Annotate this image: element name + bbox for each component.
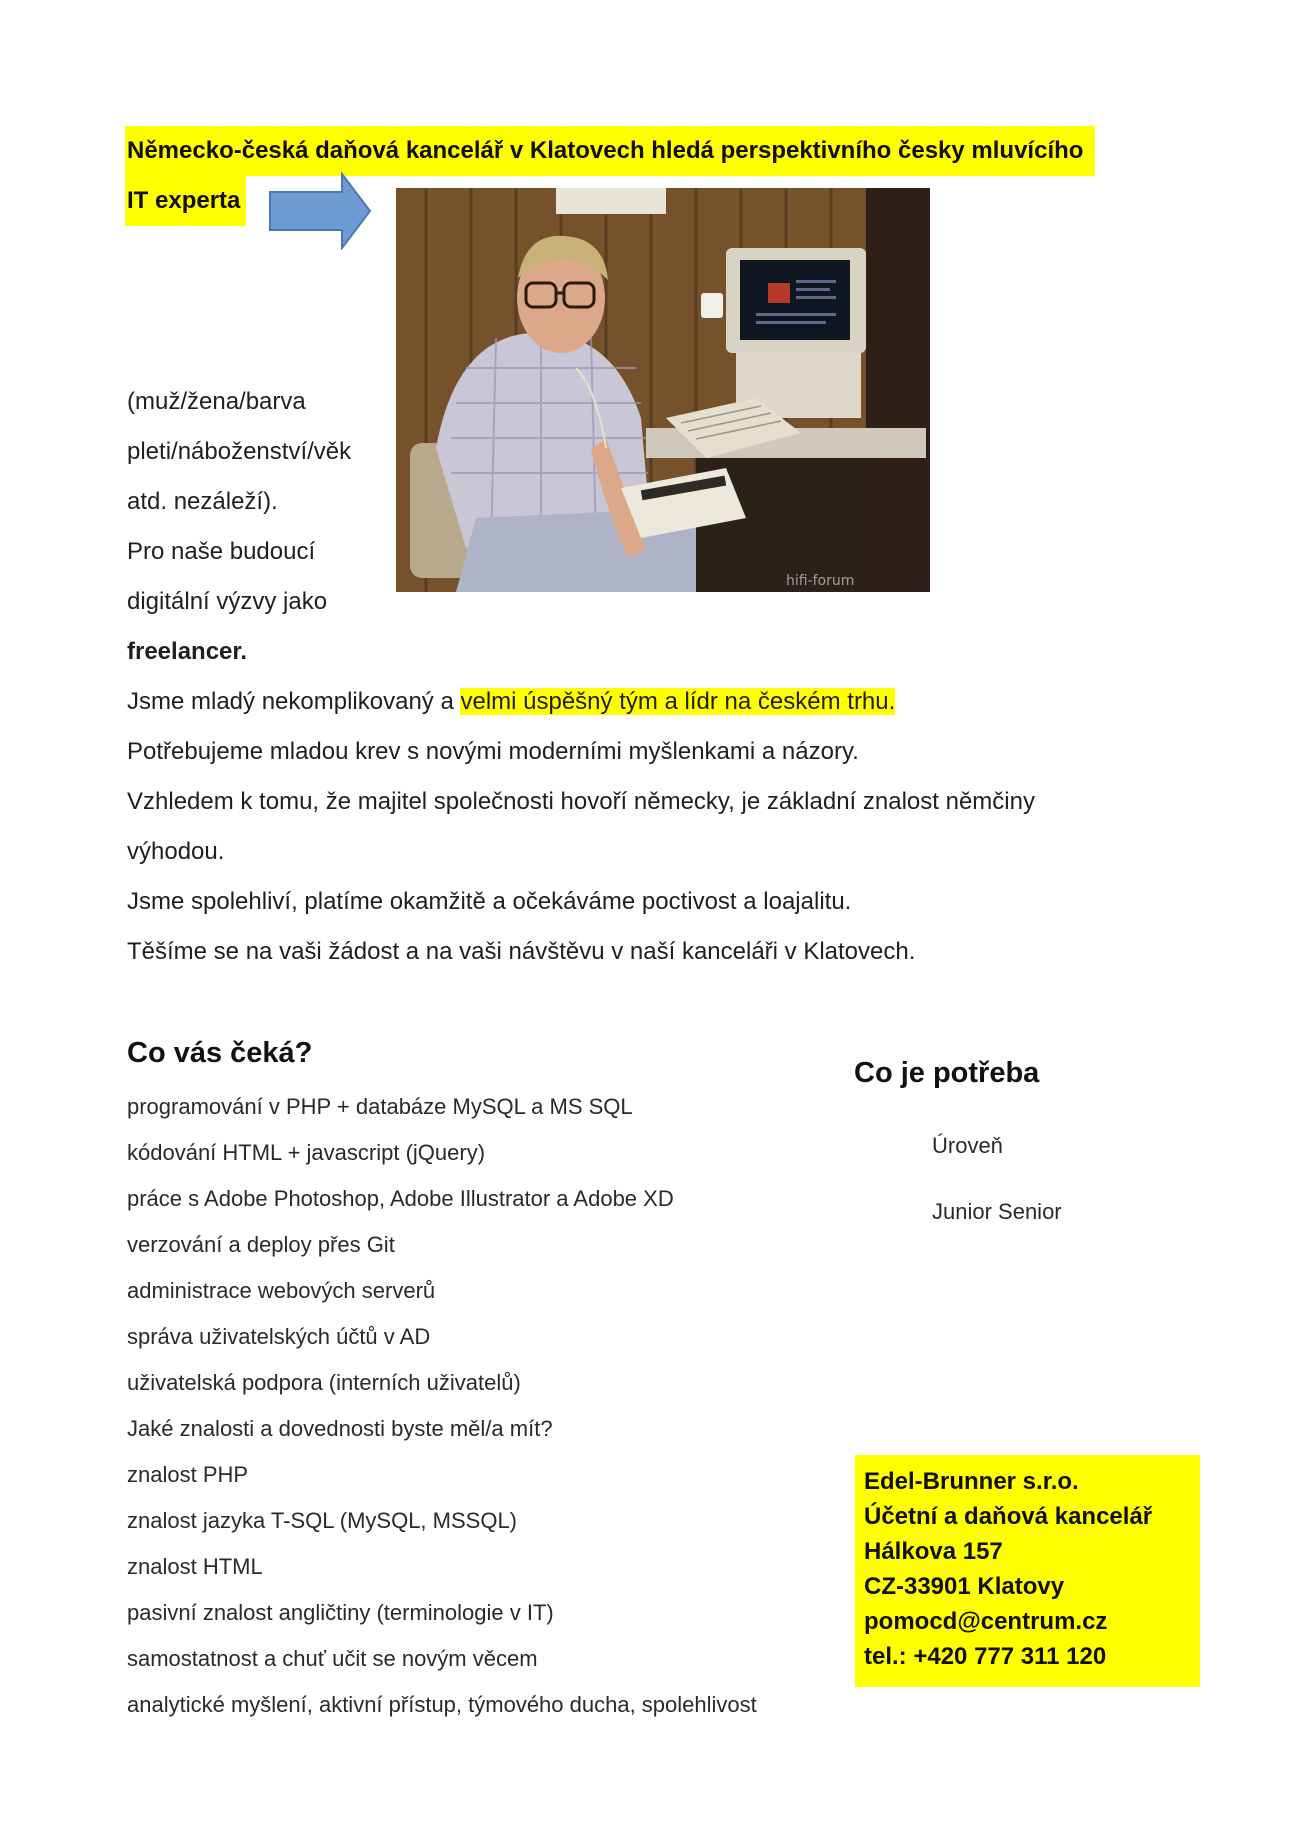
company-name: Edel-Brunner s.r.o. — [864, 1468, 1079, 1495]
office-photo — [396, 188, 930, 592]
team-sentence — [127, 677, 895, 727]
list-item: verzování a deploy přes Git — [127, 1232, 395, 1257]
young-blood-sentence: Potřebujeme mladou krev s novými moderními myšlenkami a názory. — [127, 738, 859, 765]
team-sentence-highlight: velmi úspěšný tým a lídr na českém trhu. — [460, 688, 896, 715]
company-city: CZ-33901 Klatovy — [864, 1573, 1065, 1600]
photo-watermark: hifi-forum — [786, 573, 855, 589]
company-office: Účetní a daňová kancelář — [864, 1503, 1153, 1530]
freelancer-text: freelancer. — [127, 638, 248, 665]
list-item: analytické myšlení, aktivní přístup, týmového ducha, spolehlivost — [127, 1692, 757, 1717]
intro-line-4: Pro naše budoucí — [127, 538, 316, 565]
list-item: znalost PHP — [127, 1462, 249, 1487]
list-item: práce s Adobe Photoshop, Adobe Illustrator a Adobe XD — [127, 1186, 674, 1211]
team-sentence-start: Jsme mladý nekomplikovaný a — [127, 688, 461, 715]
list-item: správa uživatelských účtů v AD — [127, 1324, 431, 1349]
intro-line-1: (muž/žena/barva — [127, 388, 306, 415]
list-item: Jaké znalosti a dovednosti byste měl/a mít? — [127, 1416, 553, 1441]
level-label: Úroveň — [932, 1133, 1003, 1158]
contact-phone[interactable]: tel.: +420 777 311 120 — [864, 1643, 1107, 1670]
headline-line-1: Německo-česká daňová kancelář v Klatovech hledá perspektivního česky mluvícího — [125, 126, 1095, 176]
contact-box — [855, 1455, 1200, 1687]
list-item: pasivní znalost angličtiny (terminologie v IT) — [127, 1600, 554, 1625]
list-item: programování v PHP + databáze MySQL a MS SQL — [127, 1094, 633, 1119]
reliable-sentence: Jsme spolehliví, platíme okamžitě a očekáváme poctivost a loajalitu. — [127, 888, 852, 915]
contact-email[interactable]: pomocd@centrum.cz — [864, 1608, 1108, 1635]
list-item: znalost jazyka T-SQL (MySQL, MSSQL) — [127, 1508, 518, 1533]
german-sentence-line-1: Vzhledem k tomu, že majitel společnosti hovoří německy, je základní znalost němčiny — [127, 788, 1035, 815]
list-item: kódování HTML + javascript (jQuery) — [127, 1140, 486, 1165]
intro-line-2: pleti/náboženství/věk — [127, 438, 352, 465]
german-sentence-line-2: výhodou. — [127, 838, 225, 865]
intro-line-3: atd. nezáleží). — [127, 488, 278, 515]
level-value: Junior Senior — [932, 1199, 1062, 1224]
looking-forward-sentence: Těšíme se na vaši žádost a na vaši návštěvu v naší kanceláři v Klatovech. — [127, 938, 916, 965]
list-item: znalost HTML — [127, 1554, 263, 1579]
list-item: samostatnost a chuť učit se novým věcem — [127, 1646, 538, 1671]
arrow-right-icon — [268, 172, 372, 250]
headline-line-2: IT experta — [125, 176, 246, 226]
intro-line-5: digitální výzvy jako — [127, 588, 328, 615]
what-awaits-heading: Co vás čeká? — [127, 1037, 313, 1069]
list-item: uživatelská podpora (interních uživatelů) — [127, 1370, 521, 1395]
list-item: administrace webových serverů — [127, 1278, 436, 1303]
company-street: Hálkova 157 — [864, 1538, 1003, 1565]
requirements-heading: Co je potřeba — [854, 1057, 1040, 1089]
